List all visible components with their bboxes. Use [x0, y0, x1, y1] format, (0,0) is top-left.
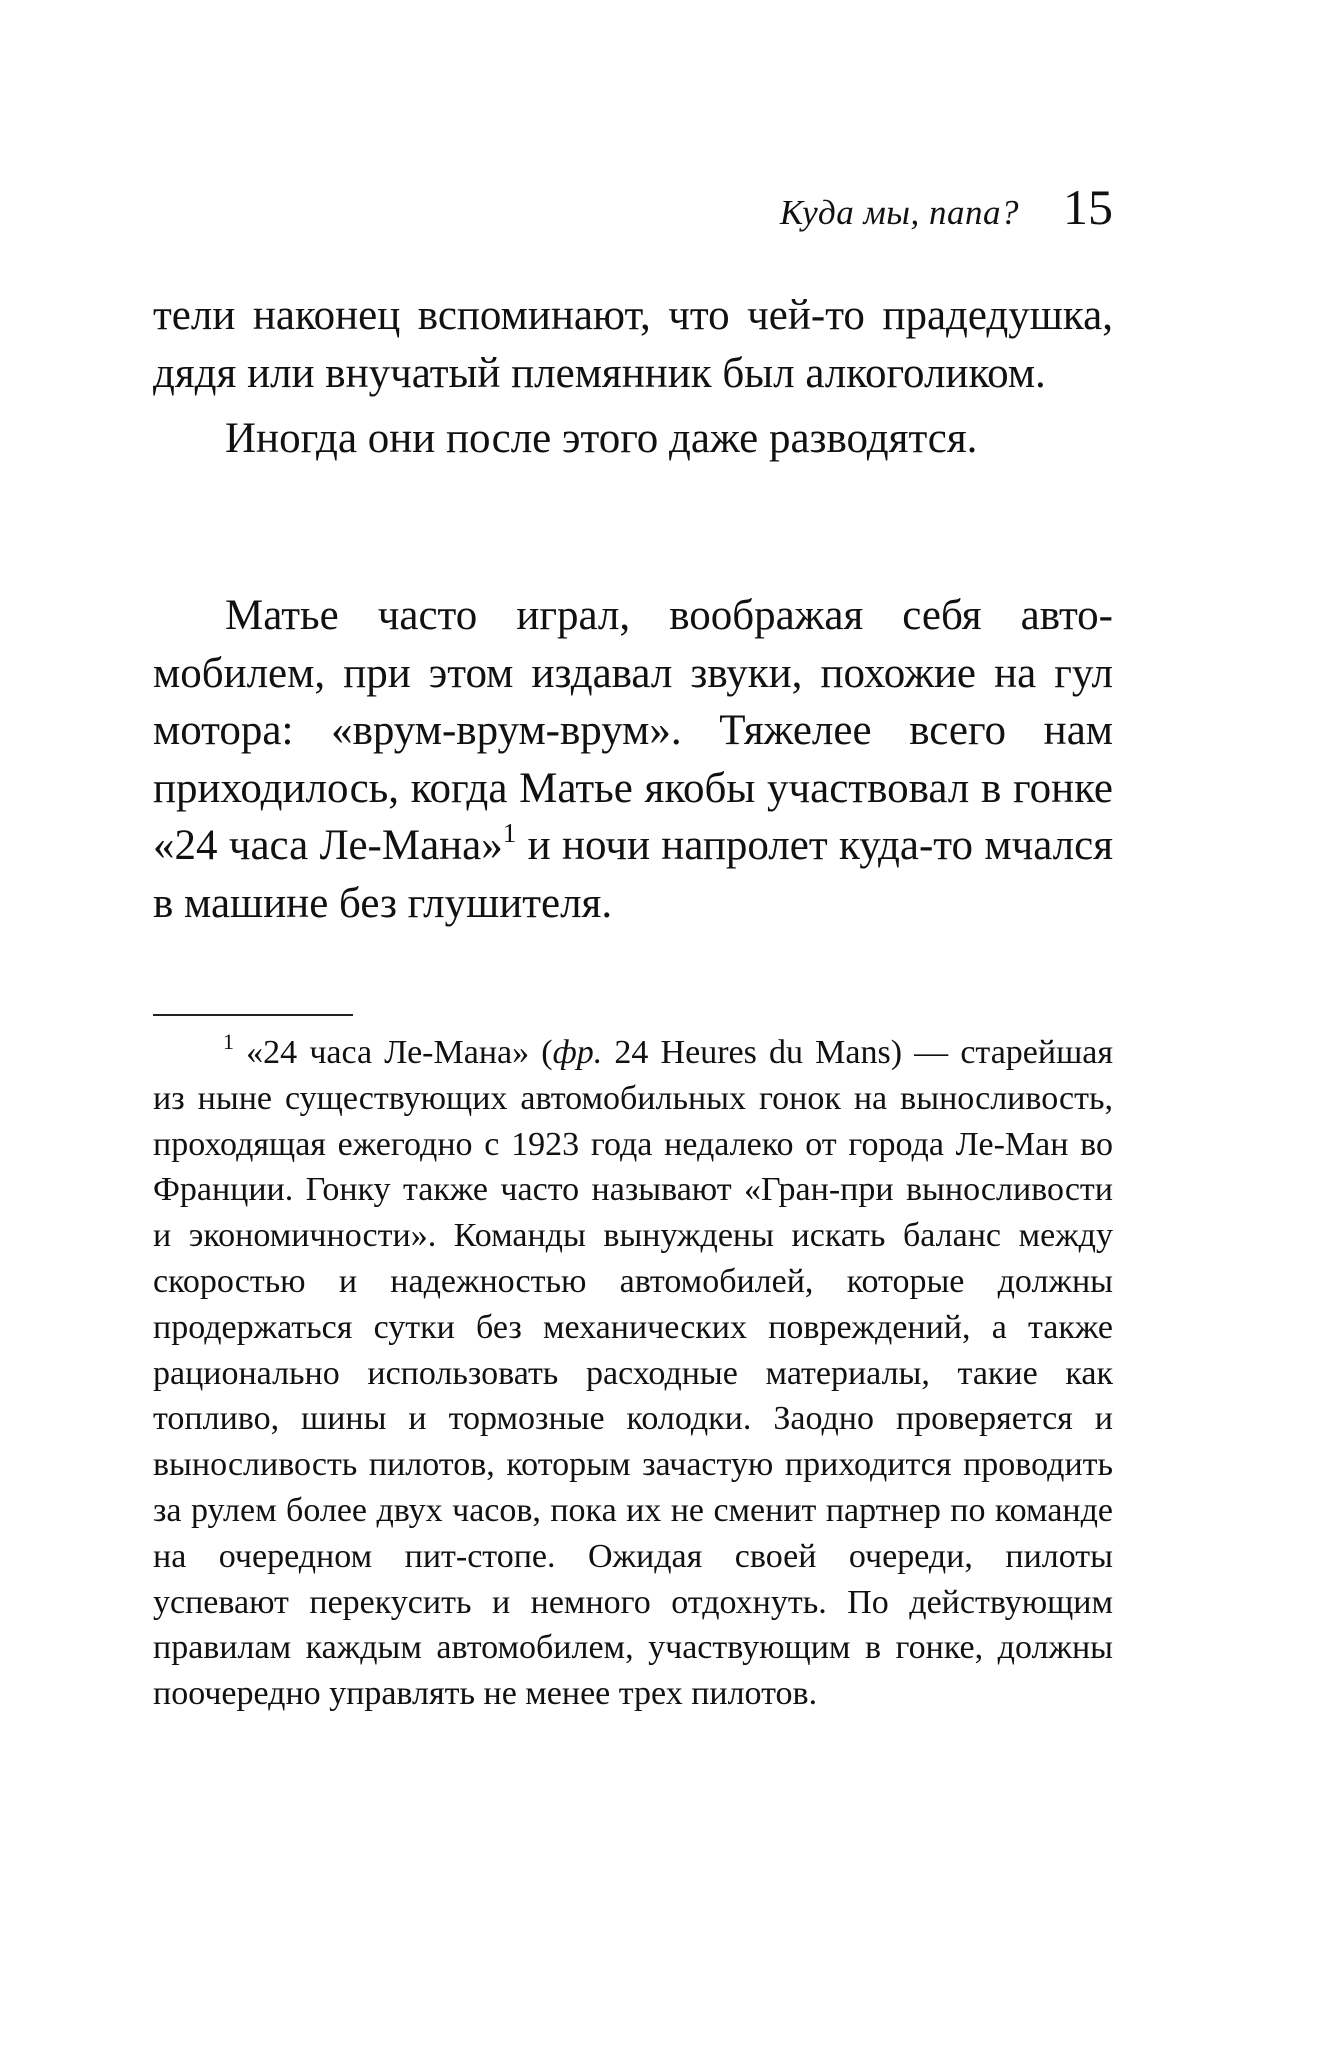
- paragraph-mathieu-text-b: и ночи напролет куда-то мчался в машине без глушителя.: [153, 822, 1113, 927]
- paragraph-mathieu-text-a: Матье часто играл, воображая себя автомобилем, при этом издавал звуки, похожие на гул мотора: «врум-врум-врум». Тяжелее всего нам приходилось, когда Матье якобы участвовал в гонке «24 часа Ле-Мана»: [153, 592, 1113, 869]
- footnote-text: 24 Heures du Mans) — старейшая из ныне существующих автомобильных гонок на выносливость, проходящая ежегодно с 1923 года недалеко от города Ле-Ман во Франции. Гонку также часто называют «Гран-при выносливости и экономичности». Команды вынуждены искать баланс между скоростью и надежностью автомобилей, которые должны продержаться сутки без механических повреждений, а также рационально использовать расходные материалы, такие как топливо, шины и тормозные колодки. Заодно проверяется и выносливость пилотов, которым зачастую приходится проводить за рулем более двух часов, пока их не сменит партнер по команде на очередном пит-стопе. Ожидая своей очереди, пилоты успевают перекусить и немного отдохнуть. По действующим правилам каждым автомобилем, участвующим в гонке, должны поочередно управлять не менее трех пилотов.: [153, 1034, 1113, 1713]
- footnote-divider: [153, 1014, 353, 1016]
- page-number: 15: [1063, 179, 1113, 235]
- paragraph-divorce: Иногда они после этого даже разводятся.: [225, 415, 978, 462]
- footnote-marker: 1: [223, 1029, 234, 1054]
- running-title: Куда мы, папа?: [779, 193, 1019, 232]
- footnote-language-abbr: фр.: [552, 1034, 603, 1071]
- running-header: [153, 178, 1113, 238]
- footnote: [153, 1030, 1113, 1717]
- footnote-lead: «24 часа Ле-Мана» (: [234, 1034, 553, 1071]
- footnote-reference: 1: [502, 818, 517, 848]
- paragraph-mathieu: [153, 587, 1113, 932]
- body-text-top: [153, 287, 1113, 468]
- paragraph-continuation: тели наконец вспоминают, что чей-то прадедушка, дядя или внучатый племянник был алкоголиком.: [153, 292, 1113, 397]
- body-text-bottom: [153, 587, 1113, 932]
